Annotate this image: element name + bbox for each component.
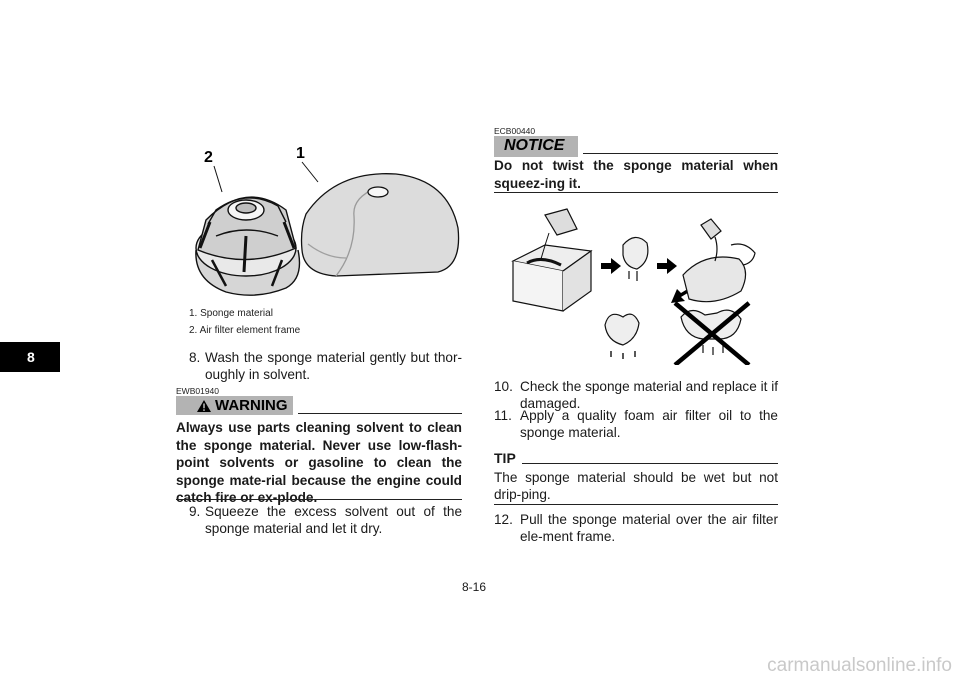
step-11-text: Apply a quality foam air filter oil to the sponge material.	[520, 408, 778, 440]
step-10-text: Check the sponge material and replace it if damaged.	[520, 379, 778, 411]
oiling-sponge	[683, 219, 755, 302]
warning-code: EWB01940	[176, 386, 219, 396]
tip-rule-top	[522, 463, 778, 464]
warning-badge-label: WARNING	[215, 397, 288, 414]
tip-rule-bottom	[494, 504, 778, 505]
prohibited-x-icon	[675, 303, 749, 365]
step-9-number: 9.	[189, 504, 201, 519]
step-8-number: 8.	[189, 350, 201, 365]
step-8	[189, 349, 462, 385]
air-filter-figure	[186, 140, 462, 310]
figure-label-1: 1	[296, 145, 305, 162]
step-11-number: 11.	[494, 408, 512, 423]
warning-triangle-icon	[196, 399, 212, 413]
page-number: 8-16	[462, 580, 487, 594]
correct-squeeze	[605, 314, 639, 359]
notice-rule-bottom	[494, 192, 778, 193]
step-9	[189, 503, 462, 539]
chapter-tab-label: 8	[27, 349, 35, 365]
step-10-number: 10.	[494, 379, 513, 394]
warning-rule-bottom	[176, 499, 462, 500]
warning-rule-top	[298, 413, 462, 414]
arrow-right-icon	[601, 258, 621, 274]
step-12-text: Pull the sponge material over the air filter ele-ment frame.	[520, 512, 778, 544]
notice-rule-top	[583, 153, 778, 154]
step-11	[494, 407, 778, 443]
step-12-number: 12.	[494, 512, 513, 527]
chapter-tab	[0, 342, 60, 372]
caption-2: 2. Air filter element frame	[189, 325, 301, 336]
filter-frame	[196, 197, 300, 295]
caption-1: 1. Sponge material	[189, 308, 273, 319]
solvent-box	[513, 209, 591, 311]
arrow-right-icon	[657, 258, 677, 274]
squeezing-hand	[623, 237, 648, 281]
notice-text: Do not twist the sponge material when squeez-ing it.	[494, 158, 778, 191]
notice-badge	[494, 136, 578, 157]
warning-text: Always use parts cleaning solvent to clean the sponge material. Never use low-flash-point solvents or gasoline to clean the sponge mate-rial because the engine could catch fire or ex-plode.	[176, 420, 462, 505]
notice-code: ECB00440	[494, 126, 536, 136]
sponge-material	[302, 174, 459, 276]
warning-badge	[176, 396, 293, 415]
step-12	[494, 511, 778, 547]
tip-text: The sponge material should be wet but not drip-ping.	[494, 470, 778, 502]
figure-label-2: 2	[204, 149, 213, 166]
watermark: carmanualsonline.info	[767, 655, 952, 676]
notice-badge-label: NOTICE	[504, 137, 565, 154]
tip-label: TIP	[494, 450, 516, 466]
cleaning-procedure-figure	[505, 205, 765, 365]
step-8-text: Wash the sponge material gently but thor-oughly in solvent.	[205, 350, 462, 382]
step-9-text: Squeeze the excess solvent out of the sponge material and let it dry.	[205, 504, 462, 536]
